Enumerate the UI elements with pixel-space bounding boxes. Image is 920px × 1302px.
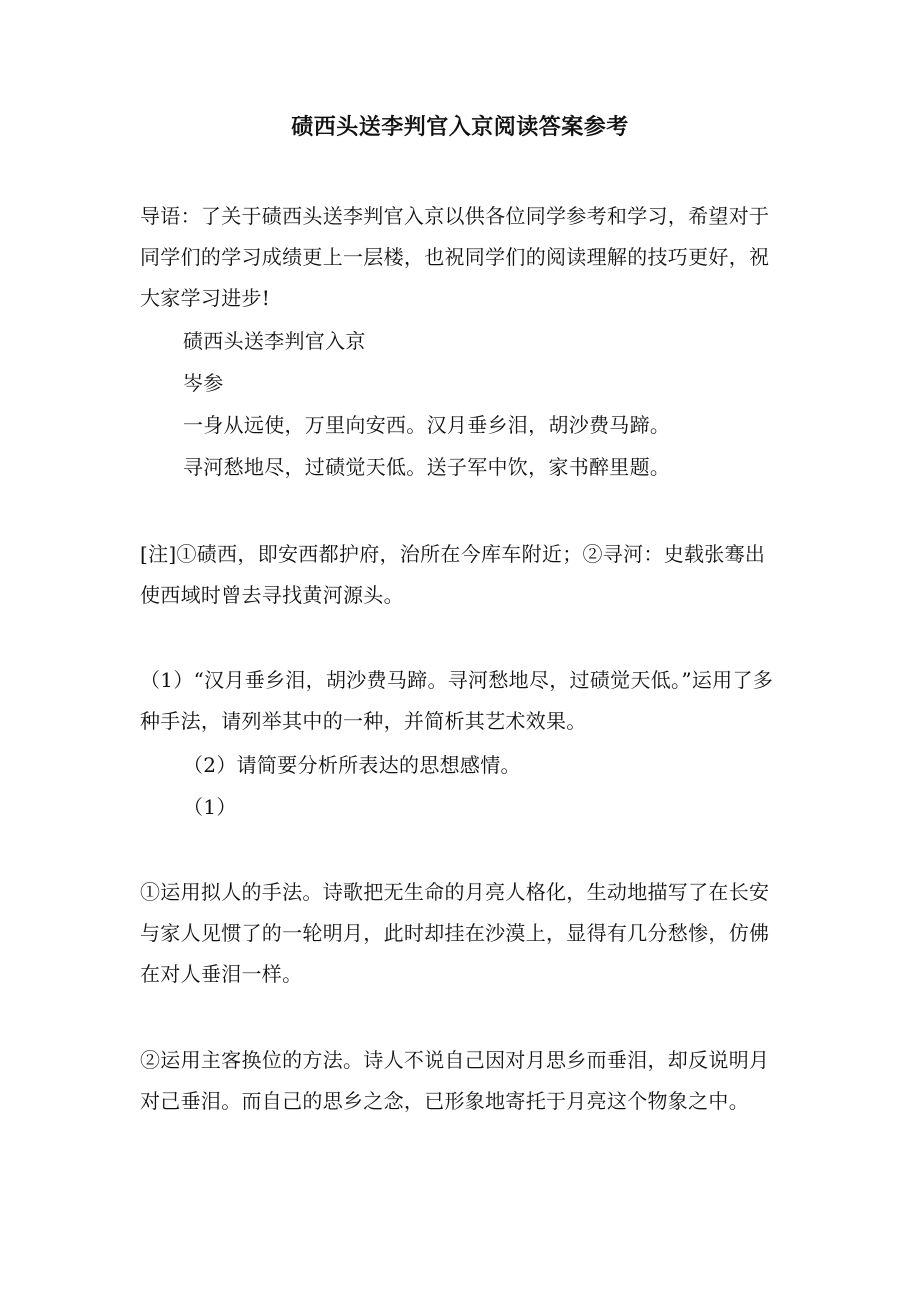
annotation-note: [注]①碛西，即安西都护府，治所在今库车附近；②寻河：史载张骞出使西域时曾去寻找黄河源头。 — [140, 542, 766, 607]
answer-label: （1） — [183, 795, 237, 819]
intro-paragraph: 导语：了关于碛西头送李判官入京以供各位同学参考和学习，希望对于同学们的学习成绩更上一层楼，也祝同学们的阅读理解的技巧更好，祝大家学习进步! — [140, 204, 770, 310]
poem-line-1: 一身从远使，万里向安西。汉月垂乡泪，胡沙费马蹄。 — [183, 413, 671, 437]
poem-author: 岑参 — [183, 371, 224, 395]
document-title: 碛西头送李判官入京阅读答案参考 — [291, 114, 629, 140]
answer-paragraph-2: ②运用主客换位的方法。诗人不说自己因对月思乡而垂泪，却反说明月对己垂泪。而自己的思乡之念，已形象地寄托于月亮这个物象之中。 — [140, 1048, 770, 1113]
poem-title: 碛西头送李判官入京 — [183, 329, 366, 353]
question-2: （2）请简要分析所表达的思想感情。 — [183, 753, 521, 777]
answer-paragraph-1: ①运用拟人的手法。诗歌把无生命的月亮人格化，生动地描写了在长安与家人见惯了的一轮明月，此时却挂在沙漠上，显得有几分愁惨，仿佛在对人垂泪一样。 — [140, 880, 770, 986]
question-1: （1）“汉月垂乡泪，胡沙费马蹄。寻河愁地尽，过碛觉天低。”运用了多种手法，请列举其中的一种，并简析其艺术效果。 — [140, 668, 774, 733]
poem-line-2: 寻河愁地尽，过碛觉天低。送子军中饮，家书醉里题。 — [183, 455, 671, 479]
